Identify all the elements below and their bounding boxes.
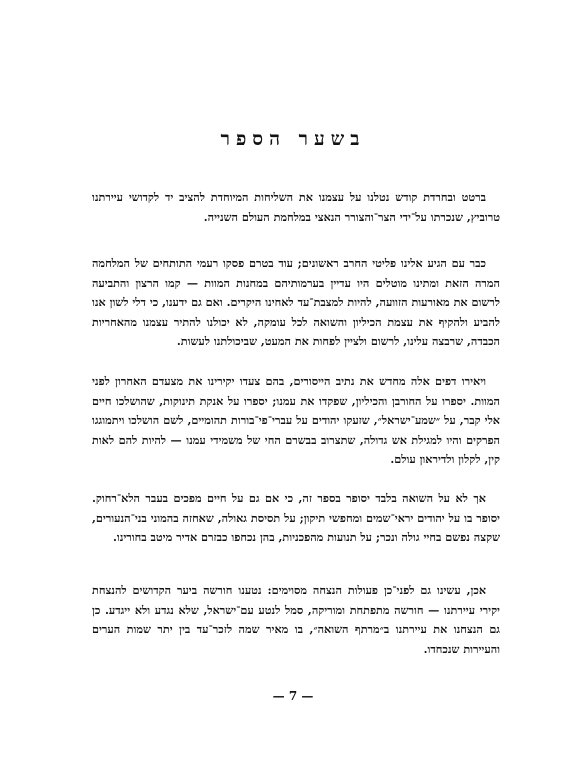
paragraph-2 bbox=[92, 254, 500, 352]
paragraph-5 bbox=[92, 581, 500, 659]
paragraph-text: ברטט ובחרדת קודש נטלנו על עצמנו את השליחות המיוחדת להציב יד לקדושי עיירתנו טרוביץ, שנכרתו על־ידי הצר־והצורר הנאצי במלחמת העולם השנייה. bbox=[92, 190, 500, 224]
paragraph-text: ויאירו דפים אלה מחדש את נתיב הייסורים, בהם צעדו יקירינו את מצעדם האחרון לפני המוות. יספרו על החורבן והכיליון, שפקדו את עמנו; יספרו על אנקת תינוקות, שהושלכו חיים אלי קבר, על ״שמע־ישראל״, שזעקו יהודים על עברי־פי־בורות תהומיים, לשם הושלכו ויתמוגגו הפרקים והיו למגילת אש גדולה, שתצרוב בבשרם החי של משמידי עמנו — להיות להם לאות קין, לקלון ולדיראון עולם. bbox=[92, 374, 500, 467]
paragraph-1 bbox=[92, 188, 500, 227]
paragraph-4 bbox=[92, 489, 500, 548]
paragraph-3 bbox=[92, 372, 500, 470]
paragraph-text: כבר עם הגיע אלינו פליטי החרב ראשונים; עוד בטרם פסקו רעמי התותחים של המלחמה המרה הזאת ומתינו מוטלים היו עדיין בערמותיהם במחנות המוות — קמו הרצון והתביעה לרשום את מאורעות הזוועה, להיות למצבת־עד לאחינו היקרים. ואם גם ידענו, כי דלי לשון אנו להביע ולהקיף את עצמת הכיליון והשואה לכל עומקה, לא יכולנו להתיר עצמנו מהאחריות הכבדה, שרבצה עלינו, לרשום ולציין לפחות את המעט, שביכולתנו לעשות. bbox=[92, 256, 500, 349]
paragraph-text: אכן, עשינו גם לפני־כן פעולות הנצחה מסוימים: נטענו חורשה ביער הקדושים להנצחת יקירי עיירתנו — חורשה מתפתחת ומוריקה, סמל לנטע עם־ישראל, שלא נגדע ולא ייגדע. כן גם הנצחנו את עיירתנו ב״מרתף השואה״, בו מאיר שמה לזכר־עד בין יתר שמות הערים והעיירות שנכחדו. bbox=[92, 583, 500, 656]
paragraph-text: אך לא על השואה בלבד יסופר בספר זה, כי אם גם על חיים מפכים בעבר הלא־רחוק. יסופר בו על יהודים יראי־שמים ומחפשי תיקון; על תסיסת גאולה, שאחזה בהמוני בני־הנעורים, שקצה נפשם בחיי גולה ונכר; על תנועות מהפכניות, בהן נכחפו כבזרם אדיר מיטב בחורינו. bbox=[92, 491, 500, 545]
page-title: בשער הספר bbox=[220, 128, 366, 150]
page-number: — 7 — bbox=[272, 689, 314, 703]
